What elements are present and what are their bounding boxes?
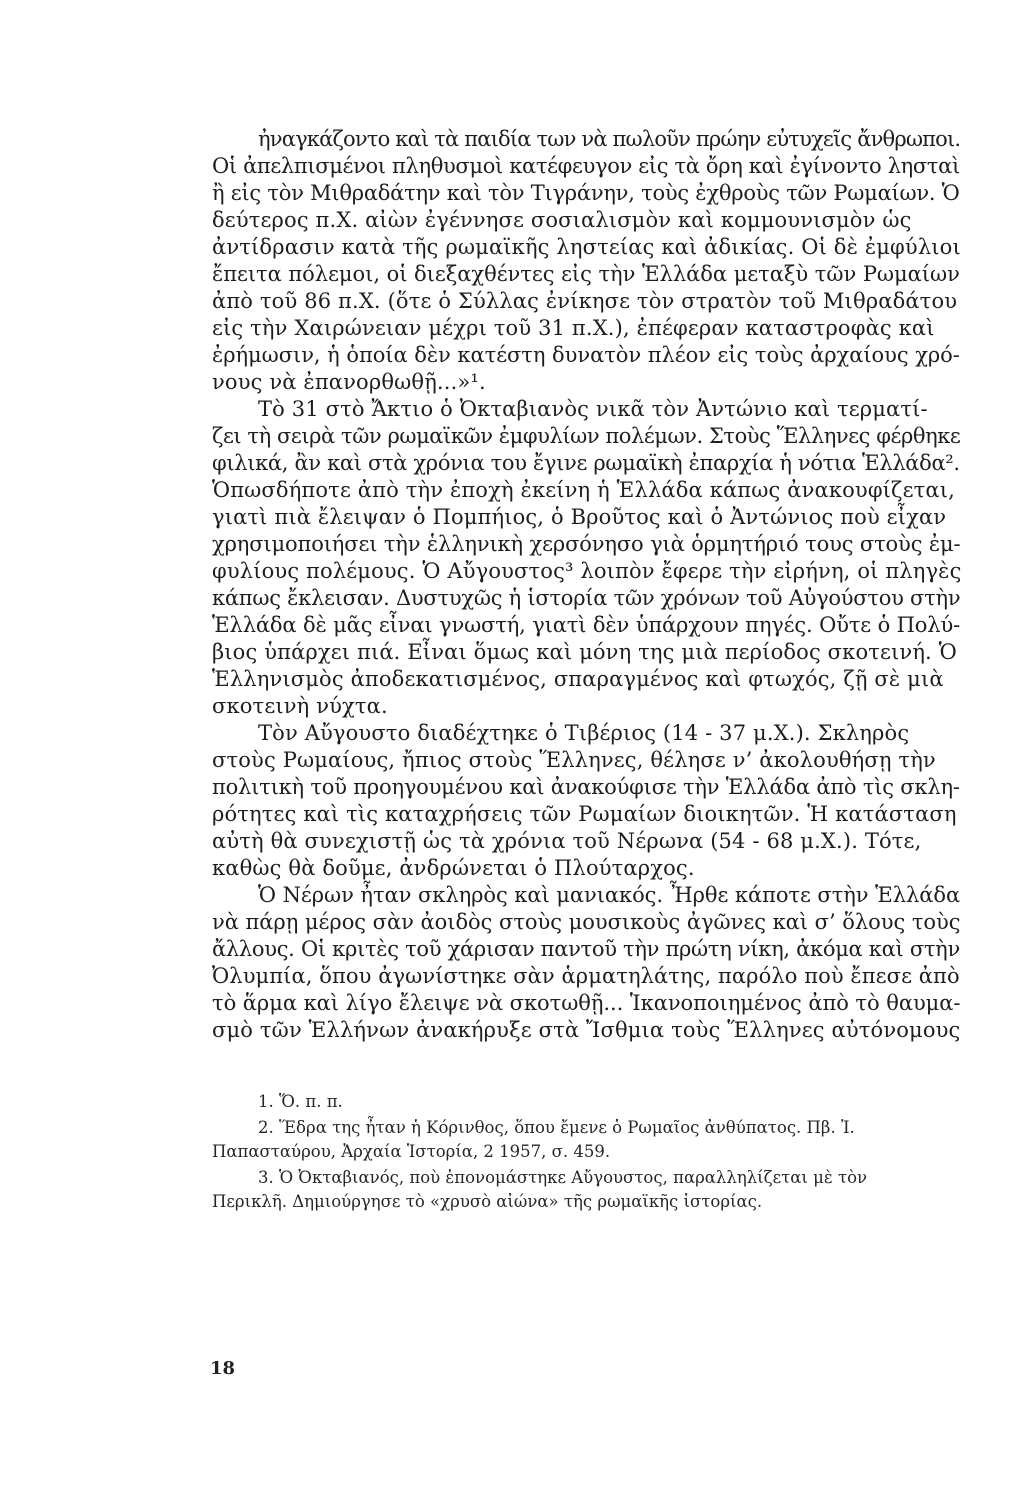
text-line: ἐρήμωσιν, ἡ ὁποία δὲν κατέστη δυνατὸν πλέον εἰς τοὺς ἀρχαίους χρό-	[212, 343, 960, 367]
text-line: Ἑλληνισμὸς ἀποδεκατισμένος, σπαραγμένος καὶ φτωχός, ζῇ σὲ μιὰ	[212, 667, 944, 691]
text-line: καθὼς θὰ δοῦμε, ἀνδρώνεται ὁ Πλούταρχος.	[212, 856, 695, 880]
text-line: Οἱ ἀπελπισμένοι πληθυσμοὶ κατέφευγον εἰς τὰ ὄρη καὶ ἐγίνοντο λησταὶ	[212, 154, 960, 178]
text-line: ἔπειτα πόλεμοι, οἱ διεξαχθέντες εἰς τὴν Ἑλλάδα μεταξὺ τῶν Ρωμαίων	[212, 262, 960, 286]
text-line: σμὸ τῶν Ἑλλήνων ἀνακήρυξε στὰ Ἴσθμια τοὺς Ἕλληνες αὐτόνομους	[212, 1018, 961, 1042]
text-line: Ὀλυμπία, ὅπου ἀγωνίστηκε σὰν ἁρματηλάτης, παρόλο ποὺ ἔπεσε ἀπὸ	[212, 964, 960, 988]
text-line: γιατὶ πιὰ ἔλειψαν ὁ Πομπήιος, ὁ Βροῦτος καὶ ὁ Ἀντώνιος ποὺ εἶχαν	[212, 505, 947, 529]
text-line: φυλίους πολέμους. Ὁ Αὔγουστος³ λοιπὸν ἔφερε τὴν εἰρήνη, οἱ πληγὲς	[212, 559, 962, 583]
text-line: Ὁ Νέρων ἦταν σκληρὸς καὶ μανιακός. Ἦρθε κάποτε στὴν Ἑλλάδα	[258, 883, 961, 907]
text-line: κάπως ἔκλεισαν. Δυστυχῶς ἡ ἱστορία τῶν χρόνων τοῦ Αὐγούστου στὴν	[212, 586, 961, 610]
text-line: νους νὰ ἐπανορθωθῇ...»¹.	[212, 370, 486, 394]
text-line: Τὸν Αὔγουστο διαδέχτηκε ὁ Τιβέριος (14 - 37 μ.Χ.). Σκληρὸς	[258, 721, 910, 745]
text-line: χρησιμοποιήσει τὴν ἑλληνικὴ χερσόνησο γιὰ ὁρμητήριό τους στοὺς ἐμ-	[212, 532, 961, 556]
text-line: Ἑλλάδα δὲ μᾶς εἶναι γνωστή, γιατὶ δὲν ὑπάρχουν πηγές. Οὔτε ὁ Πολύ-	[212, 613, 961, 637]
text-line: βιος ὑπάρχει πιά. Εἶναι ὅμως καὶ μόνη της μιὰ περίοδος σκοτεινή. Ὁ	[212, 640, 957, 664]
text-line: εἰς τὴν Χαιρώνειαν μέχρι τοῦ 31 π.Χ.), ἐπέφεραν καταστροφὰς καὶ	[212, 316, 935, 340]
text-line: ἄλλους. Οἱ κριτὲς τοῦ χάρισαν παντοῦ τὴν πρώτη νίκη, ἀκόμα καὶ στὴν	[212, 937, 960, 961]
text-line: φιλικά, ἂν καὶ στὰ χρόνια του ἔγινε ρωμαϊκὴ ἐπαρχία ἡ νότια Ἑλλάδα².	[212, 451, 960, 475]
text-line: στοὺς Ρωμαίους, ἤπιος στοὺς Ἕλληνες, θέλησε ν’ ἀκολουθήσῃ τὴν	[212, 748, 936, 772]
text-line: ζει τὴ σειρὰ τῶν ρωμαϊκῶν ἐμφυλίων πολέμων. Στοὺς Ἕλληνες φέρθηκε	[212, 424, 961, 448]
footnote-line: 3. Ὁ Ὀκταβιανός, ποὺ ἐπονομάστηκε Αὔγουστος, παραλληλίζεται μὲ τὸν	[258, 1168, 868, 1187]
text-line: δεύτερος π.Χ. αἰὼν ἐγέννησε σοσιαλισμὸν καὶ κομμουνισμὸν ὡς	[212, 208, 912, 232]
text-line: πολιτικὴ τοῦ προηγουμένου καὶ ἀνακούφισε τὴν Ἑλλάδα ἀπὸ τὶς σκλη-	[212, 775, 960, 799]
footnote-line: Παπασταύρου, Ἀρχαία Ἱστορία, 2 1957, σ. 459.	[212, 1142, 611, 1161]
text-line: Ὁπωσδήποτε ἀπὸ τὴν ἐποχὴ ἐκείνη ἡ Ἑλλάδα κάπως ἀνακουφίζεται,	[212, 478, 955, 502]
text-line: ἢ εἰς τὸν Μιθραδάτην καὶ τὸν Τιγράνην, τοὺς ἐχθροὺς τῶν Ρωμαίων. Ὁ	[212, 181, 960, 205]
footnote-line: 2. Ἕδρα της ἦταν ἡ Κόρινθος, ὅπου ἔμενε ὁ Ρωμαῖος ἀνθύπατος. Πβ. Ἰ.	[258, 1118, 855, 1137]
footnote-line: Περικλῆ. Δημιούργησε τὸ «χρυσὸ αἰώνα» τῆς ρωμαϊκῆς ἱστορίας.	[212, 1192, 763, 1211]
text-line: ἀπὸ τοῦ 86 π.Χ. (ὅτε ὁ Σύλλας ἐνίκησε τὸν στρατὸν τοῦ Μιθραδάτου	[212, 289, 958, 313]
text-line: αὐτὴ θὰ συνεχιστῇ ὡς τὰ χρόνια τοῦ Νέρωνα (54 - 68 μ.Χ.). Τότε,	[212, 829, 922, 853]
page-number: 18	[210, 1358, 236, 1379]
text-line: ἠναγκάζοντο καὶ τὰ παιδία των νὰ πωλοῦν πρώην εὐτυχεῖς ἄνθρωποι.	[258, 127, 961, 151]
footnote-line: 1. Ὅ. π. π.	[258, 1092, 343, 1111]
text-line: τὸ ἅρμα καὶ λίγο ἔλειψε νὰ σκοτωθῇ... Ἱκανοποιημένος ἀπὸ τὸ θαυμα-	[212, 991, 961, 1015]
text-line: νὰ πάρῃ μέρος σὰν ἀοιδὸς στοὺς μουσικοὺς ἀγῶνες καὶ σ’ ὅλους τοὺς	[212, 910, 961, 934]
text-line: σκοτεινὴ νύχτα.	[212, 694, 388, 718]
text-line: ἀντίδρασιν κατὰ τῆς ρωμαϊκῆς ληστείας καὶ ἀδικίας. Οἱ δὲ ἐμφύλιοι	[212, 235, 961, 259]
text-line: Τὸ 31 στὸ Ἄκτιο ὁ Ὀκταβιανὸς νικᾶ τὸν Ἀντώνιο καὶ τερματί-	[258, 397, 928, 421]
text-line: ρότητες καὶ τὶς καταχρήσεις τῶν Ρωμαίων διοικητῶν. Ἡ κατάσταση	[212, 802, 957, 826]
